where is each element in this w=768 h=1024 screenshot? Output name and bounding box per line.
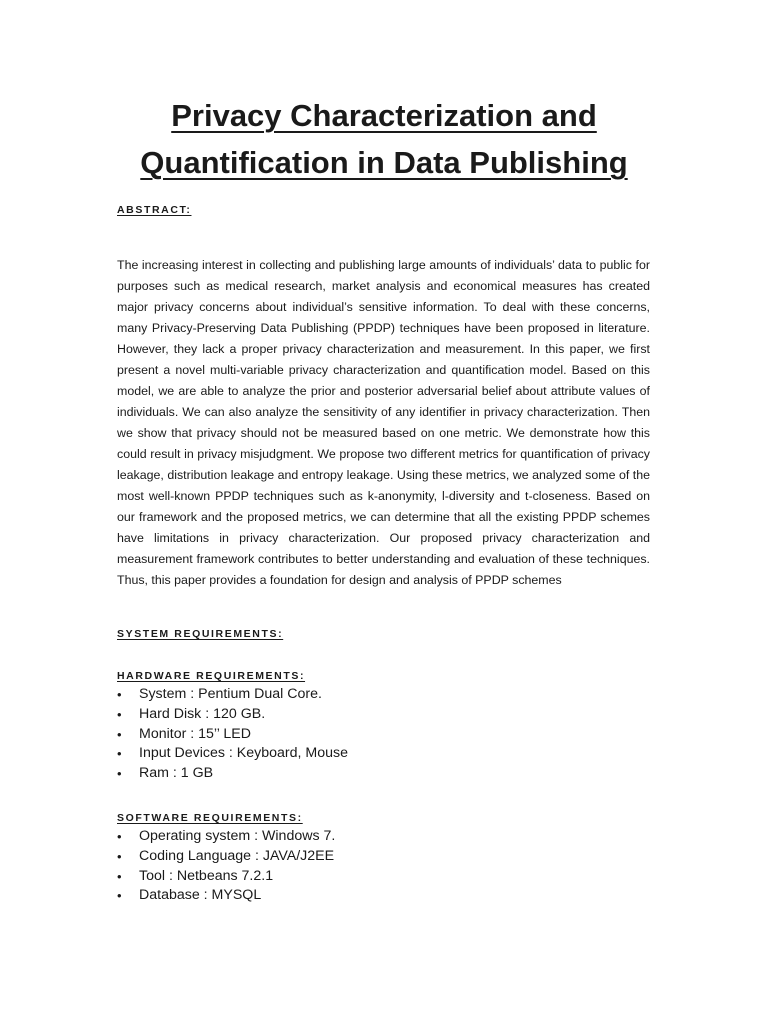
software-item-tool: Tool : Netbeans 7.2.1 <box>139 867 274 884</box>
list-item <box>117 744 348 764</box>
list-item <box>117 764 348 784</box>
hardware-requirements-heading: HARDWARE REQUIREMENTS: <box>117 670 306 682</box>
hardware-item-hard-disk: Hard Disk : 120 GB. <box>139 705 266 722</box>
bullet-icon: • <box>117 868 122 884</box>
list-item <box>117 886 335 906</box>
list-item <box>117 725 348 745</box>
software-requirements-heading: SOFTWARE REQUIREMENTS: <box>117 812 303 824</box>
hardware-item-input-devices: Input Devices : Keyboard, Mouse <box>139 745 348 762</box>
list-item <box>117 827 335 847</box>
list-item <box>117 867 335 887</box>
abstract-heading: ABSTRACT: <box>117 204 192 216</box>
list-item <box>117 705 348 725</box>
software-item-database: Database : MYSQL <box>139 887 262 904</box>
bullet-icon: • <box>117 726 122 742</box>
bullet-icon: • <box>117 848 122 864</box>
bullet-icon: • <box>117 687 122 702</box>
software-requirements-list <box>117 827 335 906</box>
bullet-icon: • <box>117 829 122 844</box>
hardware-item-monitor: Monitor : 15’’ LED <box>139 725 251 742</box>
list-item <box>117 847 335 867</box>
bullet-icon: • <box>117 888 122 904</box>
hardware-item-system: System : Pentium Dual Core. <box>139 686 322 702</box>
software-item-os: Operating system : Windows 7. <box>139 828 336 844</box>
bullet-icon: • <box>117 766 122 782</box>
hardware-requirements-list <box>117 685 348 784</box>
list-item <box>117 685 348 705</box>
bullet-icon: • <box>117 706 122 722</box>
abstract-text: The increasing interest in collecting and publishing large amounts of individuals’ data to public for purposes such as medical research, market analysis and economical measures has created major privacy concerns about individual’s sensitive information. To deal with these concerns, many Privacy-Preserving Data Publishing (PPDP) techniques have been proposed in literature. However, they lack a proper privacy characterization and measurement. In this paper, we first present a novel multi-variable privacy characterization and quantification model. Based on this model, we are able to analyze the prior and posterior adversarial belief about attribute values of individuals. We can also analyze the sensitivity of any identifier in privacy characterization. Then we show that privacy should not be measured based on one metric. We demonstrate how this could result in privacy misjudgment. We propose two different metrics for quantification of privacy leakage, distribution leakage and entropy leakage. Using these metrics, we analyzed some of the most well-known PPDP techniques such as k-anonymity, l-diversity and t-closeness. Based on our framework and the proposed metrics, we can determine that all the existing PPDP schemes have limitations in privacy characterization. Our proposed privacy characterization and measurement framework contributes to better understanding and evaluation of these techniques. Thus, this paper provides a foundation for design and analysis of PPDP schemes <box>117 258 650 587</box>
document-title <box>80 92 688 186</box>
title-line-1: Privacy Characterization and <box>171 98 597 133</box>
hardware-item-ram: Ram : 1 GB <box>139 765 214 782</box>
bullet-icon: • <box>117 746 122 762</box>
title-line-2: Quantification in Data Publishing <box>140 145 628 180</box>
system-requirements-heading: SYSTEM REQUIREMENTS: <box>117 628 284 640</box>
software-item-coding-language: Coding Language : JAVA/J2EE <box>139 847 335 864</box>
